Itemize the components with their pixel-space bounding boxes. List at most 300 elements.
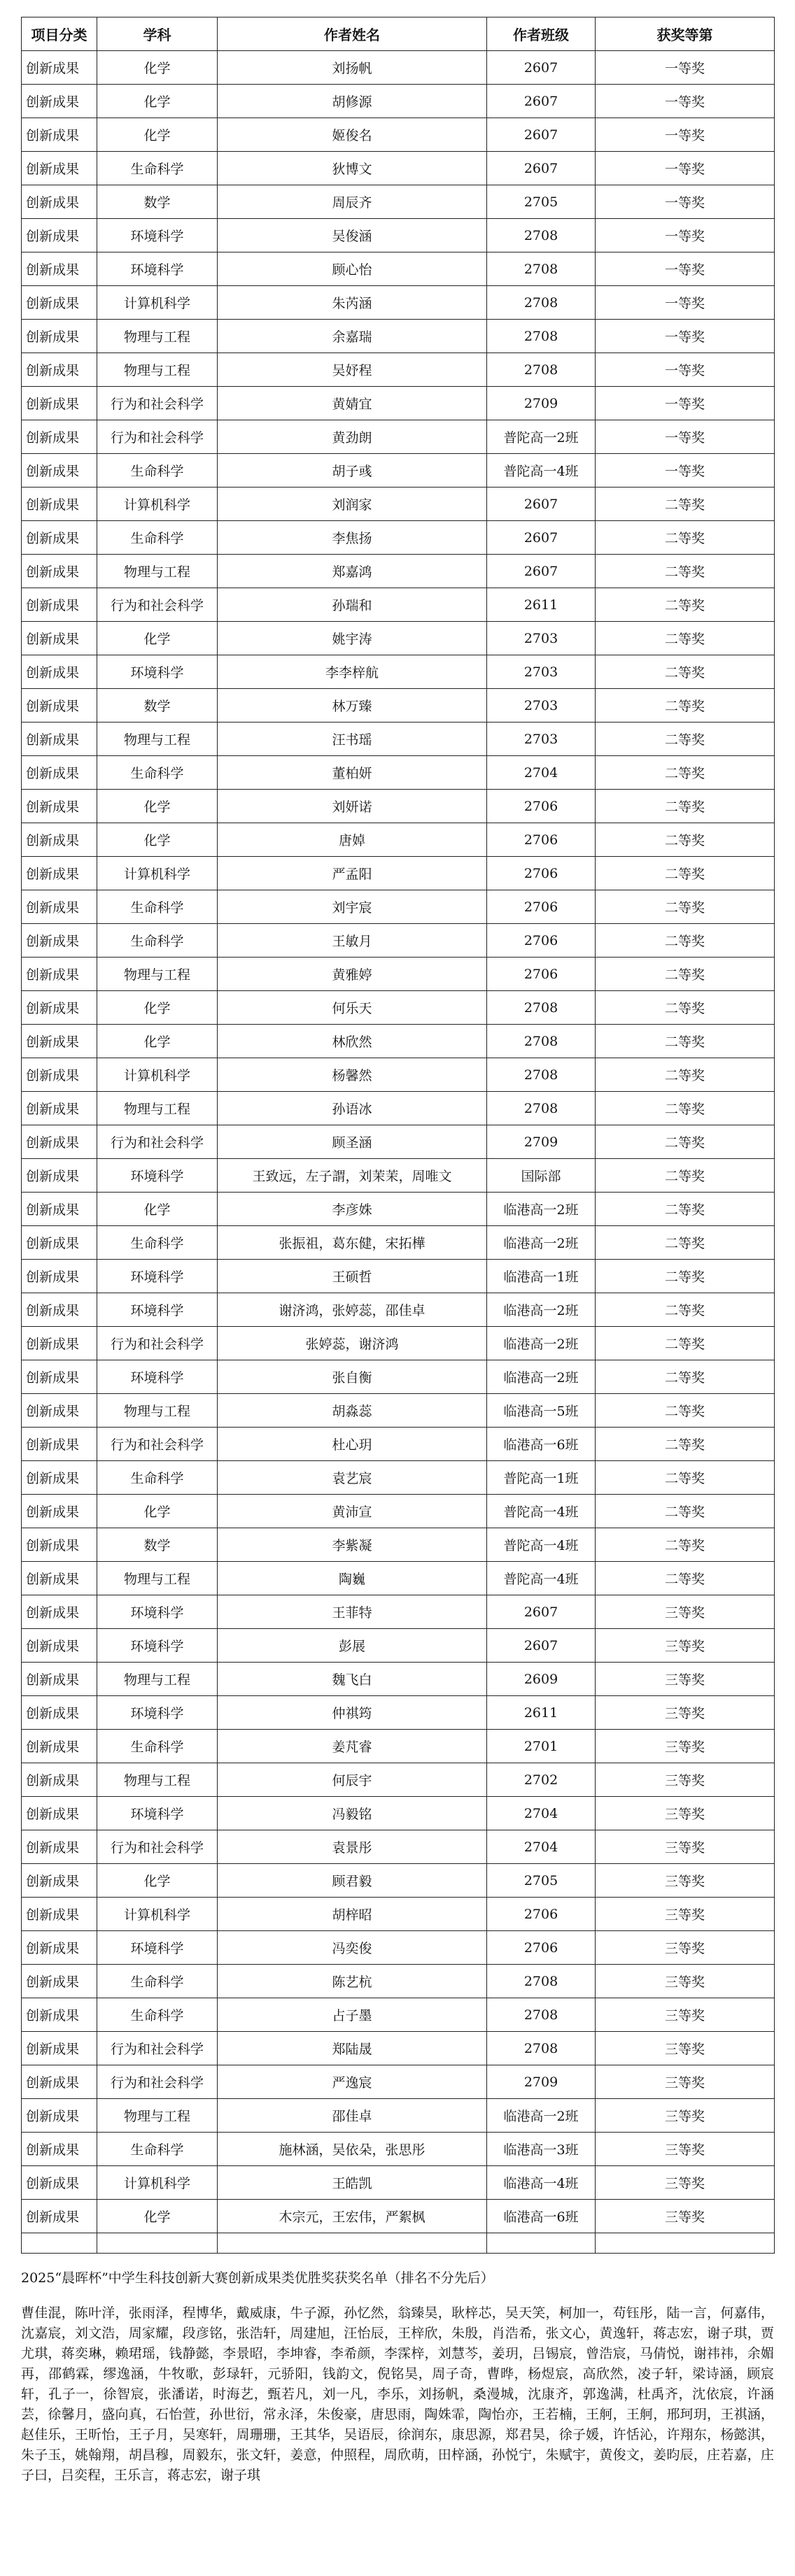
- category-cell: 创新成果: [22, 1260, 97, 1293]
- category-cell: 创新成果: [22, 924, 97, 958]
- subject-cell: 物理与工程: [97, 1763, 218, 1797]
- author-class-cell: 2702: [487, 1763, 596, 1797]
- award-level-cell: 三等奖: [596, 1730, 775, 1763]
- category-cell: 创新成果: [22, 1394, 97, 1428]
- table-row: [22, 85, 775, 118]
- award-level-cell: 一等奖: [596, 51, 775, 85]
- subject-cell: 物理与工程: [97, 320, 218, 353]
- category-cell: 创新成果: [22, 118, 97, 152]
- category-cell: 创新成果: [22, 857, 97, 890]
- category-cell: 创新成果: [22, 454, 97, 488]
- subject-cell: 环境科学: [97, 1293, 218, 1327]
- category-cell: 创新成果: [22, 2099, 97, 2133]
- author-names-cell: 汪书瑶: [218, 723, 487, 756]
- author-names-cell: 谢济鸿，张婷蕊，邵佳卓: [218, 1293, 487, 1327]
- table-row: [22, 152, 775, 185]
- author-names-cell: 李彦姝: [218, 1193, 487, 1226]
- table-row: [22, 823, 775, 857]
- empty-cell: [596, 2233, 775, 2254]
- award-level-cell: 一等奖: [596, 252, 775, 286]
- header-subject: 学科: [97, 17, 218, 51]
- award-level-cell: 二等奖: [596, 1260, 775, 1293]
- subject-cell: 环境科学: [97, 1595, 218, 1629]
- excellence-section: [21, 2268, 774, 2486]
- author-names-cell: 孙语冰: [218, 1092, 487, 1125]
- header-award-level: 获奖等第: [596, 17, 775, 51]
- author-class-cell: 2705: [487, 1864, 596, 1898]
- subject-cell: 物理与工程: [97, 2099, 218, 2133]
- category-cell: 创新成果: [22, 689, 97, 723]
- award-level-cell: 二等奖: [596, 1528, 775, 1562]
- award-level-cell: 二等奖: [596, 1461, 775, 1495]
- subject-cell: 数学: [97, 1528, 218, 1562]
- award-level-cell: 二等奖: [596, 521, 775, 555]
- category-cell: 创新成果: [22, 1428, 97, 1461]
- table-row: [22, 1495, 775, 1528]
- category-cell: 创新成果: [22, 823, 97, 857]
- award-level-cell: 二等奖: [596, 924, 775, 958]
- author-names-cell: 郑陆晟: [218, 2032, 487, 2065]
- author-class-cell: 2708: [487, 2032, 596, 2065]
- award-level-cell: 三等奖: [596, 1864, 775, 1898]
- subject-cell: 环境科学: [97, 219, 218, 252]
- author-names-cell: 刘妍诺: [218, 790, 487, 823]
- excellence-name-list: 曹佳混，陈叶洋，张雨泽，程博华，戴威康，牛子源，孙忆然，翁臻昊，耿梓芯，吴天笑，柯加一，苟钰彤，陆一言，何嘉伟，沈嘉宸，刘文浩，周家耀，段彦铭，张浩轩，周建旭，汪怡辰，王梓欣，朱殷，肖浩希，张文心，黄逸轩，蒋志宏，谢子琪，贾尤琪，蒋奕琳，赖珺瑶，钱静懿，李景昭，李坤睿，李希颜，李霂梓，刘慧芩，姜玥，吕锡宸，曾浩宸，马倩悦，谢祎祎，余媚再，邵鹤霖，缪逸涵，牛牧歌，彭琭轩，元骄阳，钱韵文，倪铭昊，周子奇，曹晔，杨煜宸，高欣然，凌子轩，梁诗涵，顾宸轩，孔子一，徐智宸，张潘诺，时海艺，甄若凡，刘一凡，李乐，刘扬帆，桑漫城，沈康齐，郭逸满，杜禹齐，沈依宸，许涵芸，徐馨月，盛向真，石怡萱，孙世衍，常永泽，朱俊豪，唐思雨，陶姝霏，陶怡亦，王若楠，王舸，王舸，邢珂玥，王祺涵，赵佳乐，王昕怡，王子月，吴寒轩，周珊珊，王其华，吴语辰，徐润东，康思源，郑君昊，徐子媛，许恬沁，许翔东，杨懿淇，朱子玉，姚翰翔，胡昌穆，周毅东，张文轩，姜意，仲照程，周欣萌，田梓涵，孙悦宁，朱赋宇，黄俊文，姜昀辰，庄若嘉，庄子曰，吕奕程，王乐言，蒋志宏，谢子琪: [21, 2305, 774, 2483]
- category-cell: 创新成果: [22, 622, 97, 655]
- author-names-cell: 胡修源: [218, 85, 487, 118]
- header-author-names: 作者姓名: [218, 17, 487, 51]
- subject-cell: 化学: [97, 85, 218, 118]
- author-class-cell: 2708: [487, 320, 596, 353]
- author-names-cell: 王皓凯: [218, 2166, 487, 2200]
- author-names-cell: 唐婥: [218, 823, 487, 857]
- award-level-cell: 一等奖: [596, 185, 775, 219]
- award-level-cell: 三等奖: [596, 1797, 775, 1830]
- author-names-cell: 王致远，左子謂，刘茉茉，周唯文: [218, 1159, 487, 1193]
- subject-cell: 计算机科学: [97, 857, 218, 890]
- category-cell: 创新成果: [22, 521, 97, 555]
- subject-cell: 数学: [97, 185, 218, 219]
- category-cell: 创新成果: [22, 1931, 97, 1965]
- subject-cell: 化学: [97, 118, 218, 152]
- author-class-cell: 2607: [487, 1595, 596, 1629]
- author-names-cell: 袁艺宸: [218, 1461, 487, 1495]
- author-class-cell: 2607: [487, 488, 596, 521]
- category-cell: 创新成果: [22, 2133, 97, 2166]
- table-row: [22, 1394, 775, 1428]
- subject-cell: 环境科学: [97, 1931, 218, 1965]
- category-cell: 创新成果: [22, 1730, 97, 1763]
- award-level-cell: 一等奖: [596, 454, 775, 488]
- author-class-cell: 普陀高一4班: [487, 1495, 596, 1528]
- author-class-cell: 2704: [487, 1797, 596, 1830]
- category-cell: 创新成果: [22, 219, 97, 252]
- author-names-cell: 姬俊名: [218, 118, 487, 152]
- award-level-cell: 二等奖: [596, 723, 775, 756]
- table-row: [22, 1830, 775, 1864]
- award-level-cell: 一等奖: [596, 420, 775, 454]
- author-names-cell: 林万臻: [218, 689, 487, 723]
- award-level-cell: 二等奖: [596, 958, 775, 991]
- category-cell: 创新成果: [22, 790, 97, 823]
- author-class-cell: 2705: [487, 185, 596, 219]
- award-level-cell: 三等奖: [596, 1830, 775, 1864]
- category-cell: 创新成果: [22, 286, 97, 320]
- empty-cell: [487, 2233, 596, 2254]
- award-level-cell: 二等奖: [596, 1058, 775, 1092]
- award-level-cell: 二等奖: [596, 890, 775, 924]
- table-body: [22, 51, 775, 2254]
- author-names-cell: 黄婧宜: [218, 387, 487, 420]
- table-row: [22, 521, 775, 555]
- award-table: [21, 17, 775, 2254]
- author-class-cell: 2607: [487, 555, 596, 588]
- subject-cell: 生命科学: [97, 890, 218, 924]
- table-row: [22, 286, 775, 320]
- category-cell: 创新成果: [22, 1193, 97, 1226]
- table-row: [22, 756, 775, 790]
- subject-cell: 数学: [97, 689, 218, 723]
- subject-cell: 物理与工程: [97, 1663, 218, 1696]
- subject-cell: 环境科学: [97, 1260, 218, 1293]
- author-names-cell: 王硕哲: [218, 1260, 487, 1293]
- author-class-cell: 2709: [487, 1125, 596, 1159]
- author-names-cell: 顾君毅: [218, 1864, 487, 1898]
- award-level-cell: 三等奖: [596, 2099, 775, 2133]
- category-cell: 创新成果: [22, 252, 97, 286]
- award-level-cell: 二等奖: [596, 991, 775, 1025]
- table-row: [22, 1226, 775, 1260]
- author-class-cell: 临港高一4班: [487, 2166, 596, 2200]
- category-cell: 创新成果: [22, 1663, 97, 1696]
- category-cell: 创新成果: [22, 1058, 97, 1092]
- subject-cell: 化学: [97, 1025, 218, 1058]
- category-cell: 创新成果: [22, 1965, 97, 1998]
- award-level-cell: 三等奖: [596, 2032, 775, 2065]
- table-row: [22, 1763, 775, 1797]
- award-level-cell: 二等奖: [596, 1025, 775, 1058]
- award-sheet: [21, 17, 774, 2254]
- table-row: [22, 655, 775, 689]
- subject-cell: 化学: [97, 1864, 218, 1898]
- author-names-cell: 顾心怡: [218, 252, 487, 286]
- subject-cell: 行为和社会科学: [97, 1830, 218, 1864]
- author-class-cell: 2703: [487, 622, 596, 655]
- subject-cell: 行为和社会科学: [97, 420, 218, 454]
- author-class-cell: 2607: [487, 51, 596, 85]
- subject-cell: 生命科学: [97, 1730, 218, 1763]
- author-class-cell: 2701: [487, 1730, 596, 1763]
- table-row: [22, 320, 775, 353]
- author-names-cell: 顾圣涵: [218, 1125, 487, 1159]
- author-names-cell: 李紫凝: [218, 1528, 487, 1562]
- author-names-cell: 刘润家: [218, 488, 487, 521]
- table-row: [22, 622, 775, 655]
- author-names-cell: 黄劲朗: [218, 420, 487, 454]
- subject-cell: 环境科学: [97, 1159, 218, 1193]
- empty-cell: [22, 2233, 97, 2254]
- author-class-cell: 普陀高一2班: [487, 420, 596, 454]
- author-class-cell: 2706: [487, 790, 596, 823]
- table-row: [22, 1595, 775, 1629]
- author-class-cell: 2708: [487, 1092, 596, 1125]
- table-row: [22, 1998, 775, 2032]
- category-cell: 创新成果: [22, 2166, 97, 2200]
- subject-cell: 物理与工程: [97, 958, 218, 991]
- award-level-cell: 一等奖: [596, 118, 775, 152]
- author-names-cell: 姚宇涛: [218, 622, 487, 655]
- subject-cell: 行为和社会科学: [97, 2032, 218, 2065]
- subject-cell: 计算机科学: [97, 2166, 218, 2200]
- table-row: [22, 387, 775, 420]
- category-cell: 创新成果: [22, 420, 97, 454]
- table-row: [22, 1293, 775, 1327]
- subject-cell: 环境科学: [97, 1360, 218, 1394]
- author-class-cell: 2709: [487, 387, 596, 420]
- category-cell: 创新成果: [22, 890, 97, 924]
- subject-cell: 生命科学: [97, 152, 218, 185]
- table-row: [22, 1260, 775, 1293]
- table-row: [22, 588, 775, 622]
- table-row: [22, 219, 775, 252]
- table-row: [22, 2032, 775, 2065]
- subject-cell: 生命科学: [97, 756, 218, 790]
- table-row: [22, 353, 775, 387]
- table-row: [22, 2166, 775, 2200]
- author-class-cell: 2703: [487, 655, 596, 689]
- author-names-cell: 邵佳卓: [218, 2099, 487, 2133]
- author-names-cell: 李李梓航: [218, 655, 487, 689]
- author-names-cell: 冯毅铭: [218, 1797, 487, 1830]
- table-row: [22, 555, 775, 588]
- category-cell: 创新成果: [22, 1159, 97, 1193]
- subject-cell: 物理与工程: [97, 555, 218, 588]
- author-class-cell: 2607: [487, 152, 596, 185]
- author-class-cell: 临港高一3班: [487, 2133, 596, 2166]
- author-names-cell: 吴俊涵: [218, 219, 487, 252]
- header-row: [22, 17, 775, 51]
- author-class-cell: 2708: [487, 1965, 596, 1998]
- author-names-cell: 仲祺筠: [218, 1696, 487, 1730]
- author-class-cell: 临港高一2班: [487, 1293, 596, 1327]
- category-cell: 创新成果: [22, 1898, 97, 1931]
- award-level-cell: 三等奖: [596, 2133, 775, 2166]
- award-level-cell: 二等奖: [596, 1394, 775, 1428]
- category-cell: 创新成果: [22, 1293, 97, 1327]
- author-class-cell: 2708: [487, 1058, 596, 1092]
- table-row: [22, 1528, 775, 1562]
- category-cell: 创新成果: [22, 51, 97, 85]
- subject-cell: 行为和社会科学: [97, 1327, 218, 1360]
- author-names-cell: 李焦扬: [218, 521, 487, 555]
- award-level-cell: 二等奖: [596, 1193, 775, 1226]
- table-row: [22, 1797, 775, 1830]
- author-class-cell: 2706: [487, 1898, 596, 1931]
- author-names-cell: 孙瑞和: [218, 588, 487, 622]
- category-cell: 创新成果: [22, 958, 97, 991]
- author-class-cell: 临港高一1班: [487, 1260, 596, 1293]
- author-class-cell: 2704: [487, 756, 596, 790]
- table-row: [22, 689, 775, 723]
- award-level-cell: 二等奖: [596, 823, 775, 857]
- table-row: [22, 1125, 775, 1159]
- category-cell: 创新成果: [22, 756, 97, 790]
- table-row: [22, 420, 775, 454]
- excellence-title: 2025“晨晖杯”中学生科技创新大赛创新成果类优胜奖获奖名单（排名不分先后）: [21, 2270, 494, 2286]
- table-row: [22, 1360, 775, 1394]
- award-level-cell: 三等奖: [596, 1965, 775, 1998]
- author-names-cell: 林欣然: [218, 1025, 487, 1058]
- table-row: [22, 1663, 775, 1696]
- subject-cell: 化学: [97, 823, 218, 857]
- table-row: [22, 2065, 775, 2099]
- author-class-cell: 2611: [487, 1696, 596, 1730]
- table-row: [22, 1428, 775, 1461]
- author-names-cell: 董柏妍: [218, 756, 487, 790]
- author-class-cell: 普陀高一1班: [487, 1461, 596, 1495]
- table-row: [22, 252, 775, 286]
- award-level-cell: 二等奖: [596, 1125, 775, 1159]
- author-class-cell: 2703: [487, 723, 596, 756]
- author-names-cell: 刘扬帆: [218, 51, 487, 85]
- category-cell: 创新成果: [22, 152, 97, 185]
- category-cell: 创新成果: [22, 1360, 97, 1394]
- category-cell: 创新成果: [22, 1025, 97, 1058]
- award-level-cell: 三等奖: [596, 2200, 775, 2233]
- table-row: [22, 1629, 775, 1663]
- author-class-cell: 2709: [487, 2065, 596, 2099]
- subject-cell: 化学: [97, 1193, 218, 1226]
- category-cell: 创新成果: [22, 387, 97, 420]
- table-row: [22, 991, 775, 1025]
- award-level-cell: 三等奖: [596, 2065, 775, 2099]
- author-class-cell: 2708: [487, 1025, 596, 1058]
- table-header: [22, 17, 775, 51]
- table-row: [22, 857, 775, 890]
- table-row: [22, 1092, 775, 1125]
- subject-cell: 生命科学: [97, 454, 218, 488]
- category-cell: 创新成果: [22, 320, 97, 353]
- empty-cell: [97, 2233, 218, 2254]
- category-cell: 创新成果: [22, 1763, 97, 1797]
- award-level-cell: 三等奖: [596, 1931, 775, 1965]
- author-class-cell: 2708: [487, 353, 596, 387]
- award-level-cell: 二等奖: [596, 1327, 775, 1360]
- category-cell: 创新成果: [22, 2032, 97, 2065]
- award-level-cell: 一等奖: [596, 219, 775, 252]
- author-names-cell: 严孟阳: [218, 857, 487, 890]
- category-cell: 创新成果: [22, 1461, 97, 1495]
- subject-cell: 行为和社会科学: [97, 1125, 218, 1159]
- award-level-cell: 一等奖: [596, 85, 775, 118]
- author-class-cell: 临港高一2班: [487, 1360, 596, 1394]
- award-level-cell: 二等奖: [596, 1428, 775, 1461]
- author-names-cell: 张振祖，葛东健，宋拓樺: [218, 1226, 487, 1260]
- author-class-cell: 普陀高一4班: [487, 1528, 596, 1562]
- author-names-cell: 施林涵，吴依朵，张思彤: [218, 2133, 487, 2166]
- subject-cell: 生命科学: [97, 521, 218, 555]
- author-class-cell: 普陀高一4班: [487, 454, 596, 488]
- author-class-cell: 2607: [487, 521, 596, 555]
- award-level-cell: 二等奖: [596, 1092, 775, 1125]
- category-cell: 创新成果: [22, 1226, 97, 1260]
- author-class-cell: 2706: [487, 1931, 596, 1965]
- subject-cell: 化学: [97, 51, 218, 85]
- author-names-cell: 张婷蕊，谢济鸿: [218, 1327, 487, 1360]
- table-row: [22, 1562, 775, 1595]
- author-class-cell: 临港高一2班: [487, 2099, 596, 2133]
- award-level-cell: 一等奖: [596, 320, 775, 353]
- author-names-cell: 王敏月: [218, 924, 487, 958]
- table-row: [22, 2099, 775, 2133]
- subject-cell: 计算机科学: [97, 286, 218, 320]
- category-cell: 创新成果: [22, 353, 97, 387]
- table-row: [22, 118, 775, 152]
- author-class-cell: 普陀高一4班: [487, 1562, 596, 1595]
- award-level-cell: 一等奖: [596, 353, 775, 387]
- author-class-cell: 2706: [487, 924, 596, 958]
- subject-cell: 生命科学: [97, 924, 218, 958]
- category-cell: 创新成果: [22, 1629, 97, 1663]
- table-row: [22, 958, 775, 991]
- author-names-cell: 杜心玥: [218, 1428, 487, 1461]
- author-class-cell: 临港高一5班: [487, 1394, 596, 1428]
- category-cell: 创新成果: [22, 1562, 97, 1595]
- subject-cell: 行为和社会科学: [97, 387, 218, 420]
- award-level-cell: 二等奖: [596, 1226, 775, 1260]
- award-level-cell: 三等奖: [596, 1998, 775, 2032]
- author-names-cell: 冯奕俊: [218, 1931, 487, 1965]
- category-cell: 创新成果: [22, 85, 97, 118]
- author-names-cell: 朱芮涵: [218, 286, 487, 320]
- table-row: [22, 1327, 775, 1360]
- header-author-class: 作者班级: [487, 17, 596, 51]
- award-level-cell: 二等奖: [596, 689, 775, 723]
- author-class-cell: 2609: [487, 1663, 596, 1696]
- category-cell: 创新成果: [22, 1327, 97, 1360]
- subject-cell: 化学: [97, 2200, 218, 2233]
- category-cell: 创新成果: [22, 1696, 97, 1730]
- author-names-cell: 胡梓昭: [218, 1898, 487, 1931]
- author-class-cell: 2706: [487, 823, 596, 857]
- author-names-cell: 袁景彤: [218, 1830, 487, 1864]
- subject-cell: 物理与工程: [97, 723, 218, 756]
- award-level-cell: 二等奖: [596, 1159, 775, 1193]
- award-level-cell: 三等奖: [596, 2166, 775, 2200]
- award-level-cell: 二等奖: [596, 790, 775, 823]
- author-names-cell: 占子墨: [218, 1998, 487, 2032]
- award-level-cell: 三等奖: [596, 1898, 775, 1931]
- author-names-cell: 郑嘉鸿: [218, 555, 487, 588]
- author-class-cell: 2708: [487, 286, 596, 320]
- award-level-cell: 二等奖: [596, 555, 775, 588]
- category-cell: 创新成果: [22, 1125, 97, 1159]
- author-names-cell: 陈艺杭: [218, 1965, 487, 1998]
- table-row: [22, 1931, 775, 1965]
- author-class-cell: 2607: [487, 1629, 596, 1663]
- author-class-cell: 2611: [487, 588, 596, 622]
- award-level-cell: 二等奖: [596, 622, 775, 655]
- author-class-cell: 2706: [487, 857, 596, 890]
- award-level-cell: 二等奖: [596, 1495, 775, 1528]
- table-row: [22, 488, 775, 521]
- author-class-cell: 临港高一2班: [487, 1226, 596, 1260]
- category-cell: 创新成果: [22, 655, 97, 689]
- author-names-cell: 王菲特: [218, 1595, 487, 1629]
- author-names-cell: 严逸宸: [218, 2065, 487, 2099]
- table-row: [22, 1159, 775, 1193]
- subject-cell: 物理与工程: [97, 1394, 218, 1428]
